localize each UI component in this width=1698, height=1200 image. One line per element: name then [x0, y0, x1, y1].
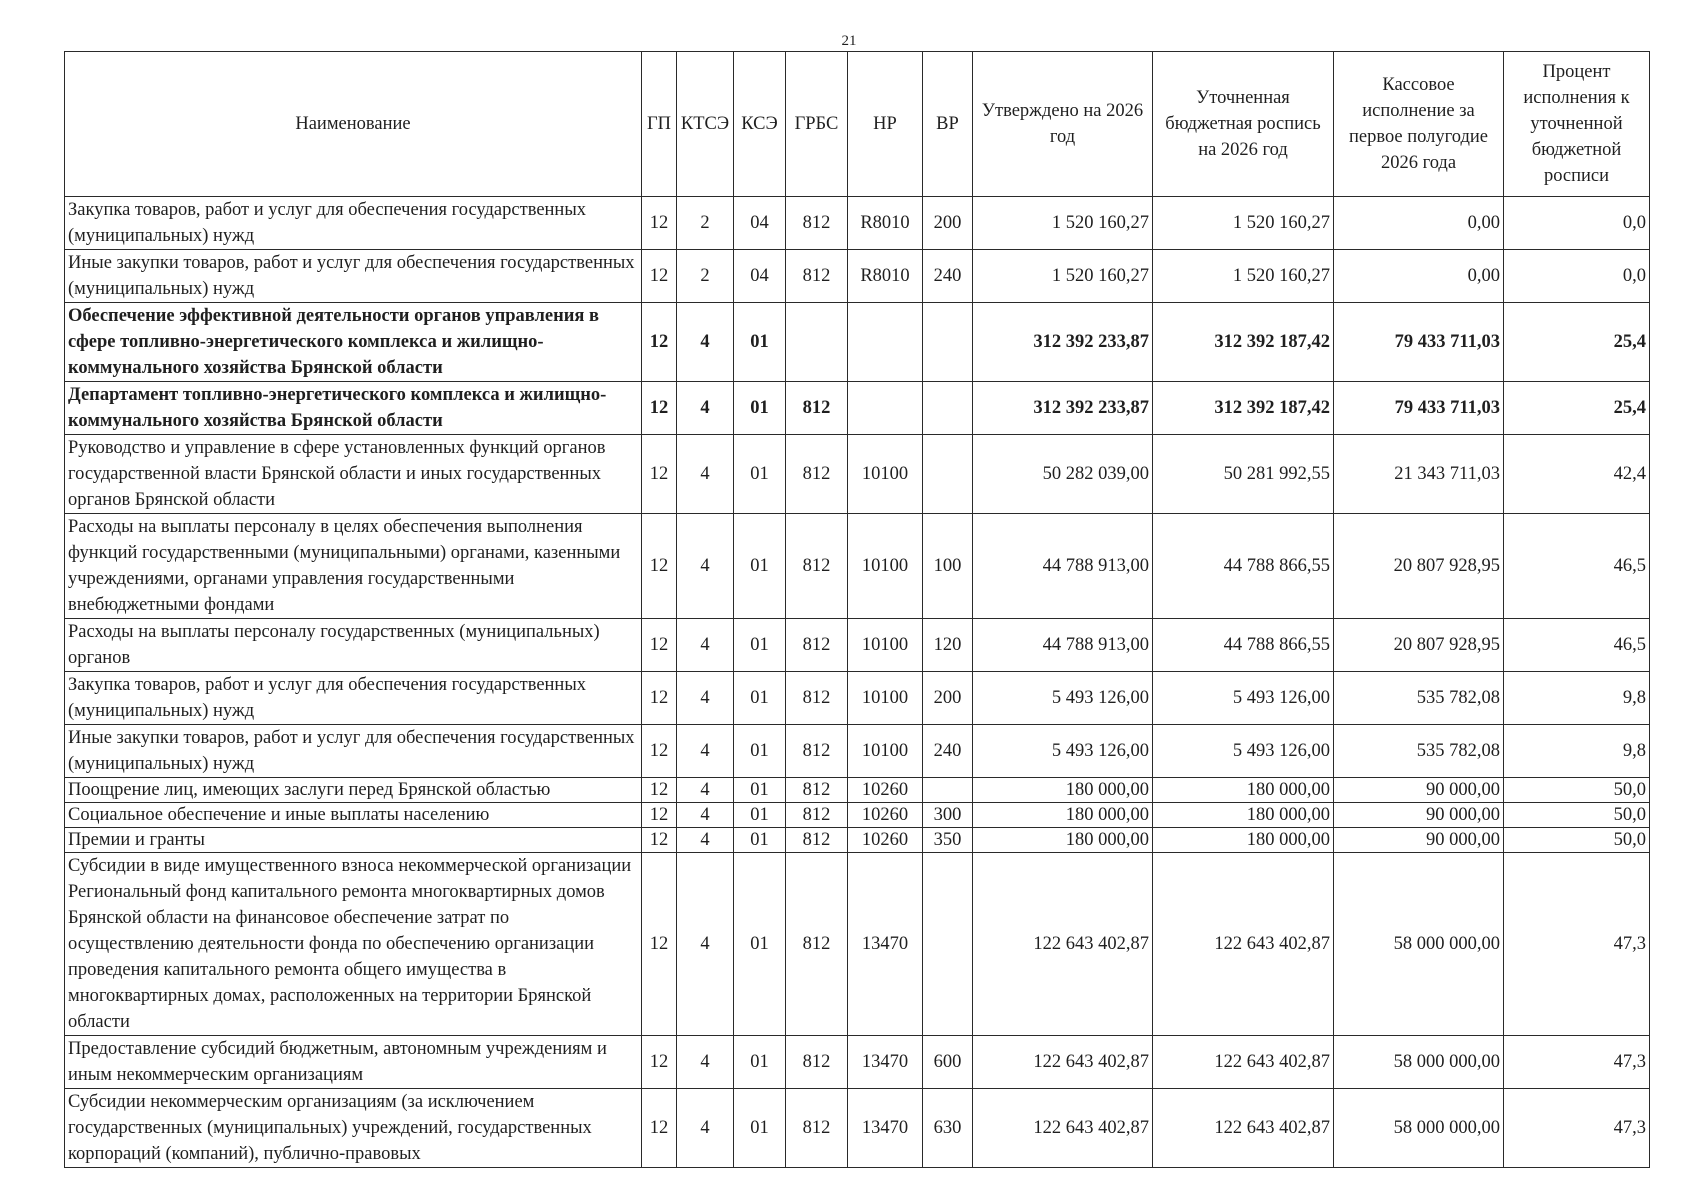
cell-ktse: 4 [677, 853, 734, 1036]
cell-approved: 5 493 126,00 [973, 725, 1153, 778]
cell-name: Социальное обеспечение и иные выплаты населению [65, 803, 642, 828]
cell-percent: 47,3 [1504, 853, 1650, 1036]
cell-refined: 122 643 402,87 [1153, 1089, 1334, 1168]
cell-kse: 01 [734, 514, 786, 619]
cell-nr: 10260 [848, 828, 923, 853]
cell-ktse: 4 [677, 435, 734, 514]
cell-vr [923, 303, 973, 382]
cell-kse: 01 [734, 725, 786, 778]
cell-cash: 79 433 711,03 [1334, 382, 1504, 435]
cell-name: Расходы на выплаты персоналу государственных (муниципальных) органов [65, 619, 642, 672]
cell-grbs: 812 [786, 435, 848, 514]
table-row [65, 382, 1650, 435]
cell-percent: 42,4 [1504, 435, 1650, 514]
cell-approved: 312 392 233,87 [973, 382, 1153, 435]
cell-cash: 58 000 000,00 [1334, 853, 1504, 1036]
cell-vr: 200 [923, 197, 973, 250]
cell-ktse: 4 [677, 1089, 734, 1168]
cell-nr: 13470 [848, 853, 923, 1036]
cell-cash: 20 807 928,95 [1334, 619, 1504, 672]
table-body [65, 197, 1650, 1168]
cell-approved: 180 000,00 [973, 828, 1153, 853]
cell-grbs: 812 [786, 672, 848, 725]
cell-nr: 10100 [848, 514, 923, 619]
cell-cash: 0,00 [1334, 197, 1504, 250]
cell-kse: 04 [734, 197, 786, 250]
cell-cash: 58 000 000,00 [1334, 1036, 1504, 1089]
cell-ktse: 2 [677, 250, 734, 303]
cell-name: Предоставление субсидий бюджетным, автономным учреждениям и иным некоммерческим организациям [65, 1036, 642, 1089]
header-kse: КСЭ [734, 52, 786, 197]
cell-kse: 01 [734, 303, 786, 382]
cell-grbs: 812 [786, 514, 848, 619]
cell-gp: 12 [642, 803, 677, 828]
cell-grbs: 812 [786, 382, 848, 435]
table-header-row [65, 52, 1650, 197]
cell-kse: 01 [734, 853, 786, 1036]
cell-percent: 46,5 [1504, 514, 1650, 619]
header-ktse: КТСЭ [677, 52, 734, 197]
cell-refined: 5 493 126,00 [1153, 725, 1334, 778]
cell-grbs: 812 [786, 828, 848, 853]
cell-percent: 46,5 [1504, 619, 1650, 672]
cell-kse: 04 [734, 250, 786, 303]
cell-ktse: 4 [677, 778, 734, 803]
cell-nr: 13470 [848, 1089, 923, 1168]
cell-gp: 12 [642, 778, 677, 803]
cell-vr: 240 [923, 250, 973, 303]
cell-nr [848, 303, 923, 382]
cell-gp: 12 [642, 853, 677, 1036]
cell-refined: 312 392 187,42 [1153, 382, 1334, 435]
cell-percent: 50,0 [1504, 803, 1650, 828]
cell-gp: 12 [642, 725, 677, 778]
cell-refined: 122 643 402,87 [1153, 853, 1334, 1036]
header-name: Наименование [65, 52, 642, 197]
cell-vr: 120 [923, 619, 973, 672]
cell-refined: 122 643 402,87 [1153, 1036, 1334, 1089]
cell-approved: 122 643 402,87 [973, 853, 1153, 1036]
cell-vr [923, 435, 973, 514]
cell-ktse: 4 [677, 1036, 734, 1089]
cell-name: Обеспечение эффективной деятельности органов управления в сфере топливно-энергетического комплекса и жилищно-коммунального хозяйства Брянской области [65, 303, 642, 382]
table-row [65, 725, 1650, 778]
cell-grbs: 812 [786, 1089, 848, 1168]
cell-refined: 44 788 866,55 [1153, 619, 1334, 672]
cell-cash: 90 000,00 [1334, 803, 1504, 828]
cell-gp: 12 [642, 435, 677, 514]
cell-cash: 535 782,08 [1334, 672, 1504, 725]
cell-percent: 50,0 [1504, 778, 1650, 803]
cell-ktse: 4 [677, 619, 734, 672]
cell-nr: 13470 [848, 1036, 923, 1089]
table-row [65, 303, 1650, 382]
cell-refined: 44 788 866,55 [1153, 514, 1334, 619]
cell-name: Субсидии в виде имущественного взноса некоммерческой организации Региональный фонд капитального ремонта многоквартирных домов Брянской области на финансовое обеспечение затрат по осуществлению деятельности фонда по обеспечению организации проведения капитального ремонта общего имущества в многоквартирных домах, расположенных на территории Брянской области [65, 853, 642, 1036]
cell-grbs: 812 [786, 853, 848, 1036]
cell-nr: 10260 [848, 778, 923, 803]
cell-approved: 1 520 160,27 [973, 197, 1153, 250]
cell-name: Департамент топливно-энергетического комплекса и жилищно-коммунального хозяйства Брянской области [65, 382, 642, 435]
header-approved: Утверждено на 2026 год [973, 52, 1153, 197]
cell-gp: 12 [642, 382, 677, 435]
cell-approved: 44 788 913,00 [973, 514, 1153, 619]
cell-grbs [786, 303, 848, 382]
cell-approved: 50 282 039,00 [973, 435, 1153, 514]
cell-refined: 180 000,00 [1153, 828, 1334, 853]
cell-cash: 90 000,00 [1334, 828, 1504, 853]
cell-ktse: 4 [677, 828, 734, 853]
cell-nr: 10100 [848, 672, 923, 725]
cell-vr [923, 853, 973, 1036]
cell-name: Поощрение лиц, имеющих заслуги перед Брянской областью [65, 778, 642, 803]
cell-vr [923, 778, 973, 803]
cell-approved: 5 493 126,00 [973, 672, 1153, 725]
cell-nr: 10100 [848, 725, 923, 778]
cell-refined: 312 392 187,42 [1153, 303, 1334, 382]
cell-vr: 630 [923, 1089, 973, 1168]
cell-refined: 180 000,00 [1153, 803, 1334, 828]
cell-kse: 01 [734, 382, 786, 435]
cell-gp: 12 [642, 303, 677, 382]
table-row [65, 1036, 1650, 1089]
cell-kse: 01 [734, 435, 786, 514]
table-row [65, 619, 1650, 672]
cell-gp: 12 [642, 619, 677, 672]
cell-percent: 25,4 [1504, 382, 1650, 435]
cell-cash: 79 433 711,03 [1334, 303, 1504, 382]
cell-name: Премии и гранты [65, 828, 642, 853]
header-cash: Кассовое исполнение за первое полугодие 2026 года [1334, 52, 1504, 197]
cell-nr [848, 382, 923, 435]
cell-approved: 312 392 233,87 [973, 303, 1153, 382]
cell-vr [923, 382, 973, 435]
cell-ktse: 4 [677, 672, 734, 725]
cell-ktse: 4 [677, 803, 734, 828]
table-row [65, 853, 1650, 1036]
cell-kse: 01 [734, 619, 786, 672]
cell-refined: 1 520 160,27 [1153, 250, 1334, 303]
cell-grbs: 812 [786, 250, 848, 303]
cell-cash: 0,00 [1334, 250, 1504, 303]
cell-ktse: 2 [677, 197, 734, 250]
cell-approved: 180 000,00 [973, 803, 1153, 828]
cell-percent: 9,8 [1504, 725, 1650, 778]
cell-grbs: 812 [786, 778, 848, 803]
cell-percent: 25,4 [1504, 303, 1650, 382]
cell-grbs: 812 [786, 725, 848, 778]
cell-percent: 0,0 [1504, 197, 1650, 250]
header-nr: НР [848, 52, 923, 197]
cell-refined: 50 281 992,55 [1153, 435, 1334, 514]
cell-name: Иные закупки товаров, работ и услуг для обеспечения государственных (муниципальных) нужд [65, 250, 642, 303]
cell-name: Субсидии некоммерческим организациям (за исключением государственных (муниципальных) учреждений, государственных корпораций (компаний), публично-правовых [65, 1089, 642, 1168]
cell-grbs: 812 [786, 1036, 848, 1089]
cell-approved: 44 788 913,00 [973, 619, 1153, 672]
cell-percent: 50,0 [1504, 828, 1650, 853]
cell-gp: 12 [642, 250, 677, 303]
cell-name: Иные закупки товаров, работ и услуг для обеспечения государственных (муниципальных) нужд [65, 725, 642, 778]
table-row [65, 803, 1650, 828]
cell-gp: 12 [642, 828, 677, 853]
cell-cash: 535 782,08 [1334, 725, 1504, 778]
cell-vr: 240 [923, 725, 973, 778]
cell-gp: 12 [642, 1089, 677, 1168]
header-percent: Процент исполнения к уточненной бюджетной росписи [1504, 52, 1650, 197]
table-row [65, 514, 1650, 619]
cell-percent: 47,3 [1504, 1036, 1650, 1089]
header-vr: ВР [923, 52, 973, 197]
cell-gp: 12 [642, 197, 677, 250]
cell-ktse: 4 [677, 514, 734, 619]
cell-ktse: 4 [677, 725, 734, 778]
cell-approved: 1 520 160,27 [973, 250, 1153, 303]
cell-refined: 1 520 160,27 [1153, 197, 1334, 250]
cell-cash: 58 000 000,00 [1334, 1089, 1504, 1168]
cell-ktse: 4 [677, 303, 734, 382]
cell-nr: 10100 [848, 619, 923, 672]
table-row [65, 197, 1650, 250]
cell-percent: 47,3 [1504, 1089, 1650, 1168]
cell-kse: 01 [734, 778, 786, 803]
cell-vr: 350 [923, 828, 973, 853]
table-row [65, 435, 1650, 514]
cell-approved: 180 000,00 [973, 778, 1153, 803]
table-row [65, 672, 1650, 725]
cell-refined: 5 493 126,00 [1153, 672, 1334, 725]
cell-nr: R8010 [848, 250, 923, 303]
cell-cash: 20 807 928,95 [1334, 514, 1504, 619]
cell-nr: 10260 [848, 803, 923, 828]
cell-cash: 21 343 711,03 [1334, 435, 1504, 514]
header-grbs: ГРБС [786, 52, 848, 197]
cell-kse: 01 [734, 672, 786, 725]
cell-vr: 300 [923, 803, 973, 828]
table-row [65, 778, 1650, 803]
header-gp: ГП [642, 52, 677, 197]
cell-name: Руководство и управление в сфере установленных функций органов государственной власти Брянской области и иных государственных органов Брянской области [65, 435, 642, 514]
table-row [65, 250, 1650, 303]
table-row [65, 1089, 1650, 1168]
cell-nr: R8010 [848, 197, 923, 250]
cell-approved: 122 643 402,87 [973, 1089, 1153, 1168]
cell-name: Закупка товаров, работ и услуг для обеспечения государственных (муниципальных) нужд [65, 672, 642, 725]
cell-vr: 200 [923, 672, 973, 725]
page-number: 21 [841, 33, 857, 49]
cell-name: Закупка товаров, работ и услуг для обеспечения государственных (муниципальных) нужд [65, 197, 642, 250]
cell-gp: 12 [642, 1036, 677, 1089]
cell-kse: 01 [734, 828, 786, 853]
cell-vr: 600 [923, 1036, 973, 1089]
cell-kse: 01 [734, 1036, 786, 1089]
cell-ktse: 4 [677, 382, 734, 435]
cell-gp: 12 [642, 514, 677, 619]
header-refined: Уточненная бюджетная роспись на 2026 год [1153, 52, 1334, 197]
table-row [65, 828, 1650, 853]
cell-approved: 122 643 402,87 [973, 1036, 1153, 1089]
cell-nr: 10100 [848, 435, 923, 514]
cell-grbs: 812 [786, 197, 848, 250]
cell-gp: 12 [642, 672, 677, 725]
cell-cash: 90 000,00 [1334, 778, 1504, 803]
cell-percent: 9,8 [1504, 672, 1650, 725]
cell-kse: 01 [734, 1089, 786, 1168]
cell-kse: 01 [734, 803, 786, 828]
cell-name: Расходы на выплаты персоналу в целях обеспечения выполнения функций государственными (муниципальными) органами, казенными учреждениями, органами управления государственными внебюджетными фондами [65, 514, 642, 619]
cell-grbs: 812 [786, 803, 848, 828]
budget-table [64, 51, 1650, 1168]
cell-refined: 180 000,00 [1153, 778, 1334, 803]
cell-grbs: 812 [786, 619, 848, 672]
cell-percent: 0,0 [1504, 250, 1650, 303]
cell-vr: 100 [923, 514, 973, 619]
